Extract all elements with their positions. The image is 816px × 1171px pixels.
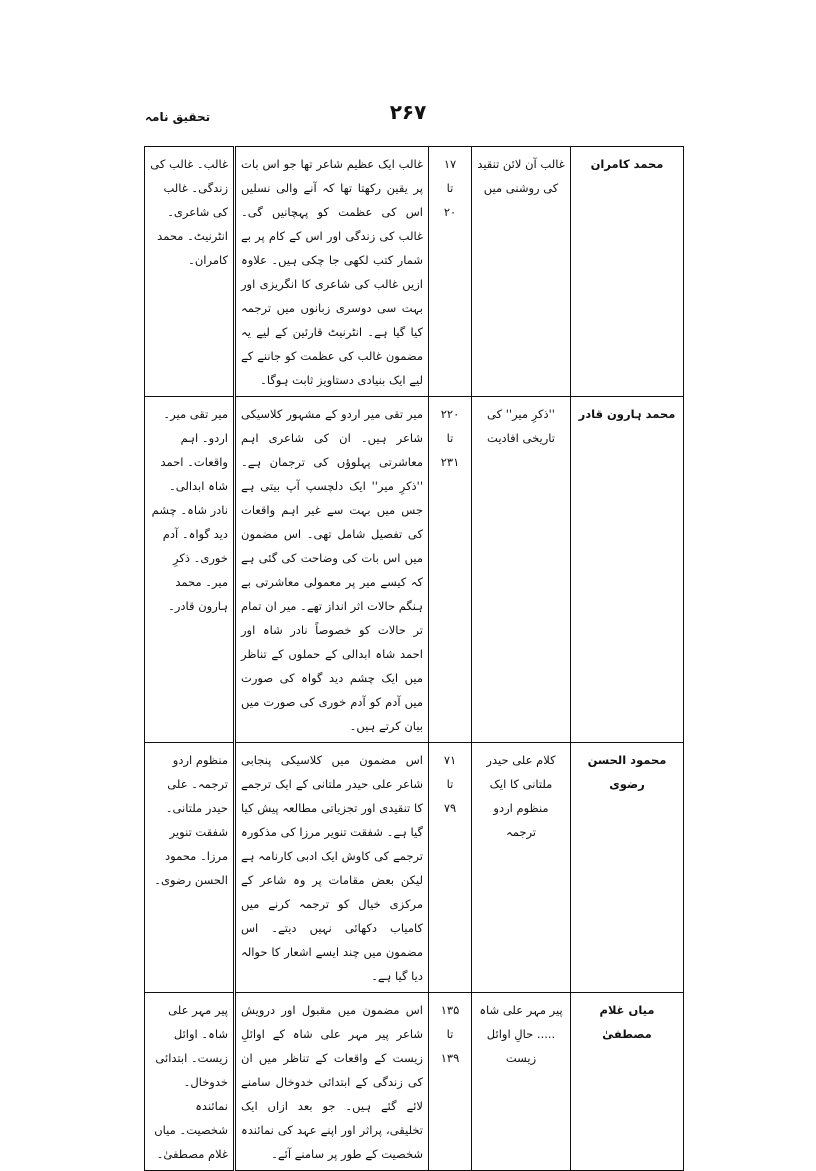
page-range-part: ۱۷ (443, 157, 457, 171)
article-title-cell: غالب آن لائن تنقید کی روشنی میں (472, 147, 571, 397)
page-range-part: تا (446, 1027, 454, 1041)
keywords-cell: منظوم اردو ترجمہ۔ علی حیدر ملتانی۔ شفقت تنویر مرزا۔ محمود الحسن رضوی۔ (145, 743, 235, 993)
abstract-cell: اس مضمون میں کلاسیکی پنجابی شاعر علی حیدر ملتانی کے ایک ترجمے کا تنقیدی اور تجزیاتی مطالعہ پیش کیا گیا ہے۔ شفقت تنویر مرزا کی مذکورہ ترجمے کی کاوش ایک ادبی کارنامہ ہے لیکن بعض مقامات پر وہ شاعر کے مرکزی خیال کو ترجمہ کرنے میں کامیاب دکھائی نہیں دیتے۔ اس مضمون میں چند ایسے اشعار کا حوالہ دیا گیا ہے۔ (235, 743, 429, 993)
page-range-cell (429, 147, 472, 397)
page-number: ۲۶۷ (389, 100, 427, 124)
page-range-part: ۱۳۵ (440, 1003, 460, 1017)
page-range-part: ۷۱ (443, 753, 457, 767)
page-range-cell (429, 993, 472, 1171)
page-range-cell (429, 397, 472, 743)
keywords-cell: میر تقی میر۔ اردو۔ اہم واقعات۔ احمد شاہ ابدالی۔ نادر شاہ۔ چشم دید گواہ۔ آدم خوری۔ ذکرِ میر۔ محمد ہارون قادر۔ (145, 397, 235, 743)
journal-title: تحقیق نامہ (145, 110, 211, 124)
author-cell: محمود الحسن رضوی (571, 743, 684, 993)
keywords-cell: پیر مہر علی شاہ۔ اوائل زیست۔ ابتدائی خدوخال۔ نمائندہ شخصیت۔ میاں غلام مصطفیٰ۔ (145, 993, 235, 1171)
table-row (145, 147, 684, 397)
page-range-part: تا (446, 181, 454, 195)
table-row (145, 743, 684, 993)
article-title-cell: کلام علی حیدر ملتانی کا ایک منظوم اردو ترجمہ (472, 743, 571, 993)
table-body (145, 147, 684, 1171)
table-row (145, 993, 684, 1171)
author-cell: محمد کامران (571, 147, 684, 397)
page-range-part: ۲۲۰ (440, 407, 460, 421)
page-range-cell (429, 743, 472, 993)
table-row (145, 397, 684, 743)
page-range-part: ۱۳۹ (440, 1051, 460, 1065)
page-range-part: ۲۰ (443, 205, 457, 219)
page-range-part: ۷۹ (443, 801, 457, 815)
page-range-part: ۲۳۱ (440, 455, 460, 469)
author-cell: محمد ہارون قادر (571, 397, 684, 743)
author-cell: میاں غلام مصطفیٰ (571, 993, 684, 1171)
article-index-table (144, 146, 684, 1171)
page-range-part: تا (446, 777, 454, 791)
abstract-cell: اس مضمون میں مقبول اور درویش شاعر پیر مہر علی شاہ کے اوائلِ زیست کے واقعات کے تناظر میں ان کی زندگی کے ابتدائی خدوخال سامنے لائے گئے ہیں۔ جو بعد ازاں ایک تخلیقی، پراثر اور اپنے عہد کی نمائندہ شخصیت کے طور پر سامنے آئے۔ (235, 993, 429, 1171)
article-title-cell: ''ذکرِ میر'' کی تاریخی افادیت (472, 397, 571, 743)
page-range-part: تا (446, 431, 454, 445)
article-title-cell: پیر مہر علی شاہ ..... حالِ اوائل زیست (472, 993, 571, 1171)
keywords-cell: غالب۔ غالب کی زندگی۔ غالب کی شاعری۔ انٹرنیٹ۔ محمد کامران۔ (145, 147, 235, 397)
abstract-cell: غالب ایک عظیم شاعر تھا جو اس بات پر یقین رکھتا تھا کہ آنے والی نسلیں اس کی عظمت کو پہچانیں گی۔ غالب کی زندگی اور اس کے کام پر بے شمار کتب لکھی جا چکی ہیں۔ علاوہ ازیں غالب کی شاعری کا انگریزی اور بہت سی دوسری زبانوں میں ترجمہ کیا گیا ہے۔ انٹرنیٹ قارئین کے لیے یہ مضمون غالب کی عظمت کو جاننے کے لیے ایک بنیادی دستاویز ثابت ہوگا۔ (235, 147, 429, 397)
abstract-cell: میر تقی میر اردو کے مشہور کلاسیکی شاعر ہیں۔ ان کی شاعری اہم معاشرتی پہلوؤں کی ترجمان ہے۔ ''ذکرِ میر'' ایک دلچسپ آپ بیتی ہے جس میں بہت سے غیر اہم واقعات کی تفصیل شامل تھی۔ اس مضمون میں اس بات کی وضاحت کی گئی ہے کہ کیسے میر پر معمولی معاشرتی بے ہنگم حالات اثر انداز تھے۔ میر ان تمام تر حالات کو خصوصاً نادر شاہ اور احمد شاہ ابدالی کے حملوں کے تناظر میں ایک چشم دید گواہ کی صورت میں آدم کو آدم خوری کی صورت میں بیان کرتے ہیں۔ (235, 397, 429, 743)
